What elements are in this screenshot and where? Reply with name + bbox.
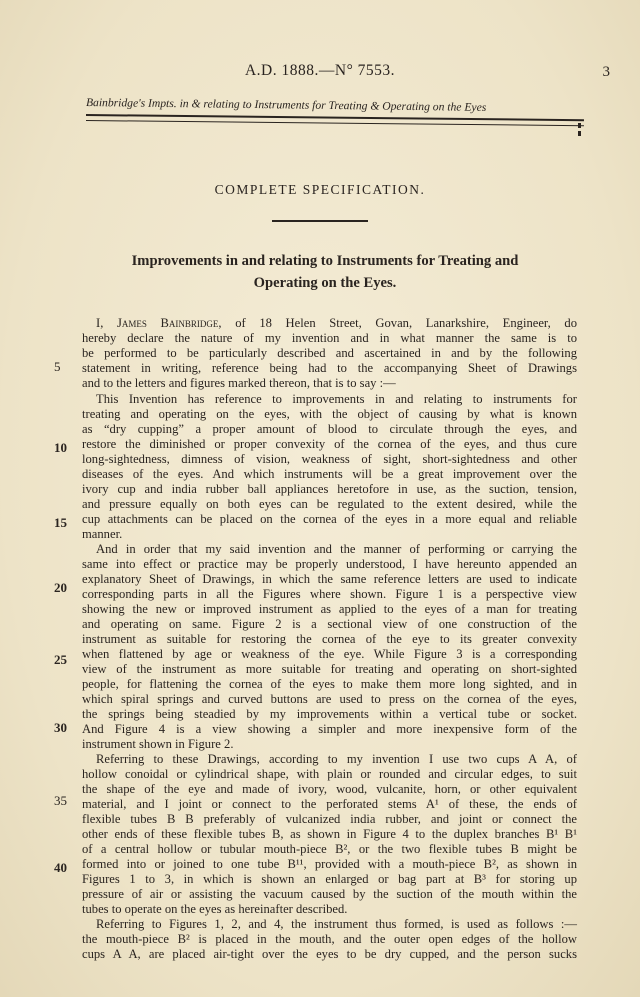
body-line: hereby declare the nature of my invention and in what manner the same is to [82,331,577,345]
body-line: I, James Bainbridge, of 18 Helen Street, Govan, Lanarkshire, Engineer, do [96,316,577,330]
body-line: material, and I joint or connect to the perforated stems A¹ of these, the ends of [82,797,577,811]
document-title [80,250,570,294]
running-title: Bainbridge's Impts. in & relating to Instruments for Treating & Operating on the Eyes [85,96,487,114]
body-line: of a central hollow or tubular mouth-piece B², or the two flexible tubes B might be [82,842,577,856]
body-line: flexible tubes B B preferably of vulcanized india rubber, and joint or connect the [82,812,577,826]
line-number: 20 [54,580,67,595]
body-line: and to the letters and figures marked thereon, that is to say :— [82,376,396,390]
body-line: the springs being steadied by my improvements within a vertical tube or socket. [82,707,577,721]
body-line: other ends of these flexible tubes B, as shown in Figure 4 to the duplex branches B¹ B¹ [82,827,577,841]
body-line: And in order that my said invention and the manner of performing or carrying the [96,542,577,556]
body-line: restore the diminished or proper convexity of the cornea of the eyes, and thus cure [82,437,577,451]
body-line: Referring to these Drawings, according to my invention I use two cups A A, of [96,752,577,766]
page-number: 3 [602,64,610,80]
body-line: which spiral springs and curved buttons are used to press on the cornea of the eyes, [82,692,577,706]
body-line: and pressure equally on both eyes can be regulated to the extent desired, while the [82,497,577,511]
body-line: instrument shown in Figure 2. [82,737,234,751]
margin-mark [578,131,581,136]
body-line: pressure of air or assisting the vacuum caused by the suction of the mouth within the [82,887,577,901]
body-line: the mouth-piece B² is placed in the mouth, and the outer open edges of the hollow [82,932,577,946]
body-line: instrument as suitable for restoring the cornea of the eye to its greater convexity [82,632,577,646]
body-line: showing the new or improved instrument as applied to the eyes of a man for treating [82,602,577,616]
specification-heading: COMPLETE SPECIFICATION. [214,182,426,197]
body-line: diseases of the eyes. And which instruments will be a great improvement over the [82,467,577,481]
body-line: And Figure 4 is a view showing a simpler and more inexpensive form of the [82,722,577,736]
body-line: people, for flattening the cornea of the eyes to make them more long sighted, and in [82,677,577,691]
body-line: This Invention has reference to improvements in and relating to instruments for [96,392,577,406]
line-number: 35 [54,793,67,808]
line-number: 10 [54,440,67,455]
body-line: formed into or joined to one tube B¹¹, provided with a mouth-piece B², as shown in [82,857,577,871]
body-line: when flattened by age or weakness of the eye. While Figure 3 is a corresponding [82,647,577,661]
body-line: Referring to Figures 1, 2, and 4, the instrument thus formed, is used as follows :— [96,917,577,931]
body-line: treating and operating on the eyes, with the object of causing by what is known [82,407,577,421]
body-line: as “dry cupping” a proper amount of blood to circulate through the eyes, and [82,422,577,436]
body-line: be performed to be particularly described and ascertained in and by the following [82,346,577,360]
line-number: 15 [54,515,67,530]
body-line: explanatory Sheet of Drawings, in which the same reference letters are used to indicate [82,572,577,586]
body-line: cups A A, are placed air-tight over the eyes to be dry cupped, and the person sucks [82,947,577,961]
page-header [0,62,640,86]
heading-rule [272,220,368,222]
body-line: corresponding parts in all the Figures where shown. Figure 1 is a perspective view [82,587,577,601]
line-number: 40 [54,860,67,875]
publication-reference: A.D. 1888.—N° 7553. [244,62,396,79]
body-line: long-sightedness, dimness of vision, weakness of sight, short-sightedness and other [82,452,577,466]
line-number: 5 [54,359,61,374]
body-line: the shape of the eye and made of ivory, wood, vulcanite, horn, or other equivalent [82,782,577,796]
body-line: tubes to operate on the eyes as hereinafter described. [82,902,348,916]
body-line: manner. [82,527,123,541]
body-line: hollow conoidal or cylindrical shape, with plain or rounded and circular edges, to suit [82,767,577,781]
body-line: Figures 1 to 3, in which is shown an enlarged or bag part at B³ for storing up [82,872,577,886]
margin-mark [578,123,581,128]
body-line: view of the instrument as more suitable for treating and operating on short-sighted [82,662,577,676]
header-rule-thin [86,120,584,126]
body-line: cup attachments can be placed on the cornea of the eyes in a more equal and reliable [82,512,577,526]
line-number: 30 [54,720,67,735]
body-line: ivory cup and india rubber ball appliances heretofore in use, as the suction, tension, [82,482,577,496]
body-line: same into effect or practice may be properly understood, I have hereunto appended an [82,557,577,571]
title-line-2: Operating on the Eyes. [253,275,397,291]
body-line: statement in writing, reference being had to the accompanying Sheet of Drawings [82,361,577,375]
line-number: 25 [54,652,67,667]
title-line-1: Improvements in and relating to Instruments for Treating and [131,253,519,269]
body-line: and operating on same. Figure 2 is a sectional view of one construction of the [82,617,577,631]
